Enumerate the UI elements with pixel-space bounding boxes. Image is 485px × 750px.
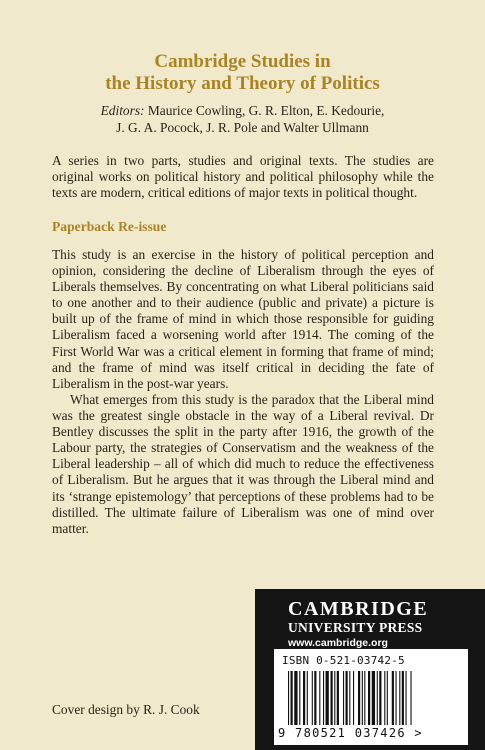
text-line: Liberals themselves. By concentrating on what Liberal politicians said: [52, 279, 434, 295]
text-line: texts are modern, critical editions of major texts in political thought.: [52, 185, 418, 201]
editors-names-2: J. G. A. Pocock, J. R. Pole and Walter Ullmann: [116, 119, 369, 135]
text-line: original works on political history and political philosophy while the: [52, 169, 434, 185]
barcode-bar: [307, 671, 308, 725]
barcode-bar: [337, 671, 339, 725]
barcode-bar: [294, 671, 297, 725]
publisher-url: www.cambridge.org: [288, 637, 388, 649]
barcode-bar: [362, 671, 363, 725]
text-line: A series in two parts, studies and original texts. The studies are: [52, 153, 434, 168]
barcode-digits: 9 780521 037426 >: [278, 726, 423, 740]
editors-names-1: Maurice Cowling, G. R. Elton, E. Kedourie,: [147, 103, 385, 118]
barcode-bar: [303, 671, 305, 725]
text-line: opinion, considering the decline of Liberalism through the eyes of: [52, 263, 434, 279]
publisher-sub: UNIVERSITY PRESS: [288, 620, 423, 635]
barcode-bar: [291, 671, 293, 725]
text-line: Liberal leadership – all of which did much to reduce the effectiveness: [52, 456, 434, 472]
text-line: its ‘strange epistemology’ that perceptions of these problems had to be: [52, 488, 434, 504]
text-line: matter.: [52, 520, 89, 536]
barcode-bar: [387, 671, 388, 725]
blurb-paragraph-2: [52, 392, 434, 537]
barcode-bar: [314, 671, 316, 725]
barcode-bar: [319, 671, 320, 725]
publisher-name: CAMBRIDGE: [288, 598, 429, 620]
barcode-bar: [396, 671, 397, 725]
barcode-icon: [280, 671, 462, 725]
text-line: of Liberalism. But he argues that it was through the Liberal mind and: [52, 472, 434, 488]
barcode-bar: [399, 671, 400, 725]
text-line: What emerges from this study is the paradox that the Liberal mind: [70, 392, 434, 407]
barcode-bar: [402, 671, 404, 725]
series-title: [0, 51, 485, 95]
text-line: was the greatest single obstacle in the way of a Liberal revival. Dr: [52, 408, 434, 424]
blurb-paragraph-1: [52, 247, 434, 392]
barcode-bar: [323, 671, 324, 725]
text-line: This study is an exercise in the history of political perception and: [52, 247, 434, 262]
series-title-line-2: the History and Theory of Politics: [105, 73, 380, 94]
barcode-bar: [392, 671, 394, 725]
text-line: Labour party, the strategies of Conservatism and the weakness of the: [52, 440, 434, 456]
barcode-bar: [377, 671, 378, 725]
series-title-line-1: Cambridge Studies in: [154, 51, 331, 72]
barcode-bar: [326, 671, 329, 725]
barcode-bar: [364, 671, 365, 725]
isbn-barcode-box: [274, 649, 468, 745]
text-line: Bentley discusses the split in the party after 1916, the growth of the: [52, 424, 434, 440]
barcode-bar: [343, 671, 344, 725]
editors-block: [0, 103, 485, 136]
barcode-bar: [379, 671, 381, 725]
barcode-bar: [353, 671, 354, 725]
barcode-bar: [346, 671, 348, 725]
text-line: Liberalism in the post-war years.: [52, 375, 229, 391]
isbn-label: ISBN 0-521-03742-5: [282, 654, 405, 667]
barcode-bar: [384, 671, 385, 725]
text-line: Liberalism faced a worsening world after 1914. The coming of the: [52, 327, 434, 343]
cover-credit: Cover design by R. J. Cook: [52, 702, 200, 717]
text-line: built up of the frame of mind in which those responsible for guiding: [52, 311, 434, 327]
reissue-label: Paperback Re-issue: [52, 219, 167, 234]
text-line: to one another and to their audience (public and private) a picture is: [52, 295, 434, 311]
barcode-bar: [368, 671, 370, 725]
barcode-bar: [358, 671, 360, 725]
text-line: First World War was a critical element in forming that frame of mind;: [52, 343, 434, 359]
text-line: and the frame of mind was itself critical in deciding the fate of: [52, 359, 434, 375]
text-line: distilled. The ultimate failure of Liberalism was one of mind over: [52, 504, 434, 520]
editors-line-1: [0, 103, 485, 120]
barcode-bar: [349, 671, 350, 725]
barcode-bar: [372, 671, 375, 725]
barcode-bar: [299, 671, 300, 725]
barcode-bar: [406, 671, 407, 725]
barcode-bar: [312, 671, 313, 725]
series-description: [52, 153, 434, 201]
editors-label: Editors:: [100, 103, 145, 118]
barcode-bar: [288, 671, 289, 725]
barcode-bar: [334, 671, 335, 725]
barcode-bar: [411, 671, 412, 725]
barcode-bar: [331, 671, 333, 725]
